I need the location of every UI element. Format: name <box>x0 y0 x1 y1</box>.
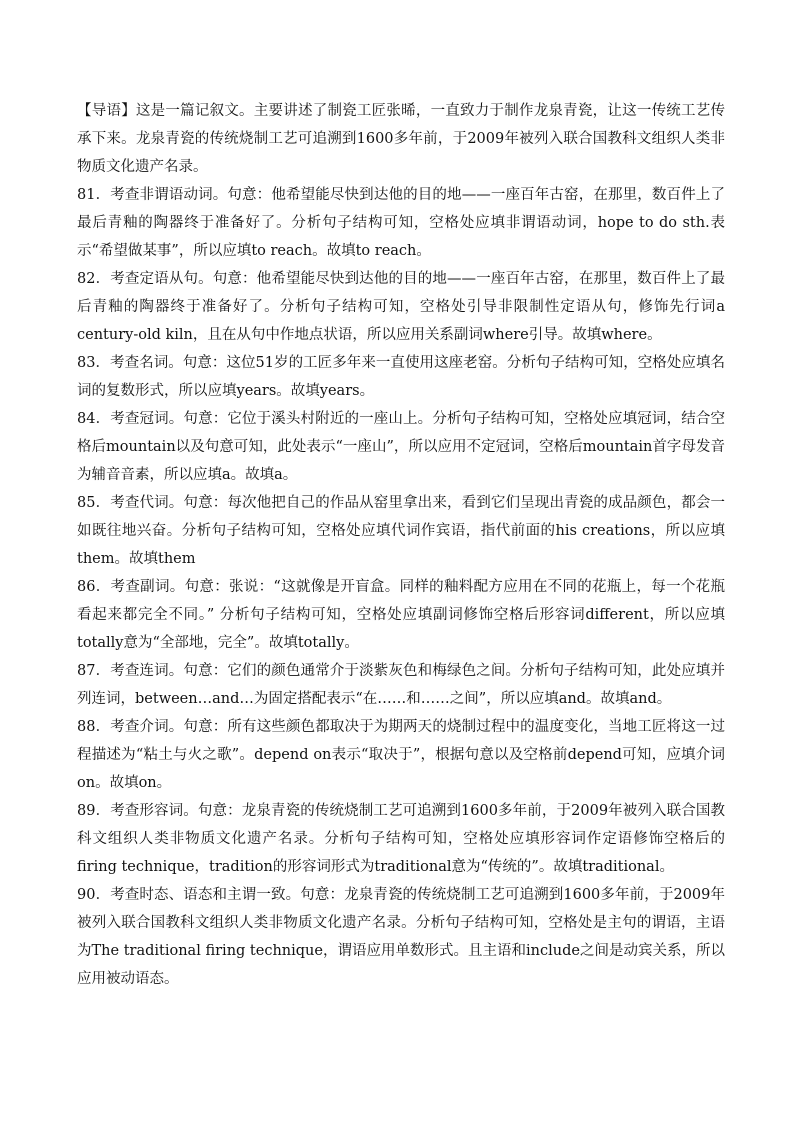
explanation-82: 82．考查定语从句。句意：他希望能尽快到达他的目的地——一座百年古窑，在那里，数百件上了最后青釉的陶器终于准备好了。分析句子结构可知，空格处引导非限制性定语从句，修饰先行词a century-old kiln，且在从句中作地点状语，所以应用关系副词where引导。故填where。 <box>77 271 725 343</box>
intro-paragraph: 【导语】这是一篇记叙文。主要讲述了制瓷工匠张晞，一直致力于制作龙泉青瓷，让这一传统工艺传承下来。龙泉青瓷的传统烧制工艺可追溯到1600多年前，于2009年被列入联合国教科文组织人类非物质文化遗产名录。 <box>77 103 725 175</box>
explanation-85: 85．考查代词。句意：每次他把自己的作品从窑里拿出来，看到它们呈现出青瓷的成品颜色，都会一如既往地兴奋。分析句子结构可知，空格处应填代词作宾语，指代前面的his creations，所以应填them。故填them <box>77 495 725 567</box>
explanation-90: 90．考查时态、语态和主谓一致。句意：龙泉青瓷的传统烧制工艺可追溯到1600多年前，于2009年被列入联合国教科文组织人类非物质文化遗产名录。分析句子结构可知，空格处是主句的谓语，主语为The traditional firing technique，谓语应用单数形式。且主语和include之间是动宾关系，所以应用被动语态。 <box>77 887 725 987</box>
explanation-83: 83．考查名词。句意：这位51岁的工匠多年来一直使用这座老窑。分析句子结构可知，空格处应填名词的复数形式，所以应填years。故填years。 <box>77 355 725 399</box>
explanation-89: 89．考查形容词。句意：龙泉青瓷的传统烧制工艺可追溯到1600多年前，于2009年被列入联合国教科文组织人类非物质文化遗产名录。分析句子结构可知，空格处应填形容词作定语修饰空格后的firing technique，tradition的形容词形式为traditional意为“传统的”。故填traditional。 <box>77 803 725 875</box>
answer-explanation-page <box>77 97 725 993</box>
explanation-81: 81．考查非谓语动词。句意：他希望能尽快到达他的目的地——一座百年古窑，在那里，数百件上了最后青釉的陶器终于准备好了。分析句子结构可知，空格处应填非谓语动词，hope to do sth.表示“希望做某事”，所以应填to reach。故填to reach。 <box>77 187 725 259</box>
explanation-88: 88．考查介词。句意：所有这些颜色都取决于为期两天的烧制过程中的温度变化，当地工匠将这一过程描述为“粘土与火之歌”。depend on表示“取决于”，根据句意以及空格前depend可知，应填介词on。故填on。 <box>77 719 725 791</box>
explanation-84: 84．考查冠词。句意：它位于溪头村附近的一座山上。分析句子结构可知，空格处应填冠词，结合空格后mountain以及句意可知，此处表示“一座山”，所以应用不定冠词，空格后mountain首字母发音为辅音音素，所以应填a。故填a。 <box>77 411 725 483</box>
explanation-86: 86．考查副词。句意：张说：“这就像是开盲盒。同样的釉料配方应用在不同的花瓶上，每一个花瓶看起来都完全不同。” 分析句子结构可知，空格处应填副词修饰空格后形容词different，所以应填totally意为“全部地，完全”。故填totally。 <box>77 579 725 651</box>
explanation-87: 87．考查连词。句意：它们的颜色通常介于淡紫灰色和梅绿色之间。分析句子结构可知，此处应填并列连词，between…and…为固定搭配表示“在……和……之间”，所以应填and。故填and。 <box>77 663 725 707</box>
